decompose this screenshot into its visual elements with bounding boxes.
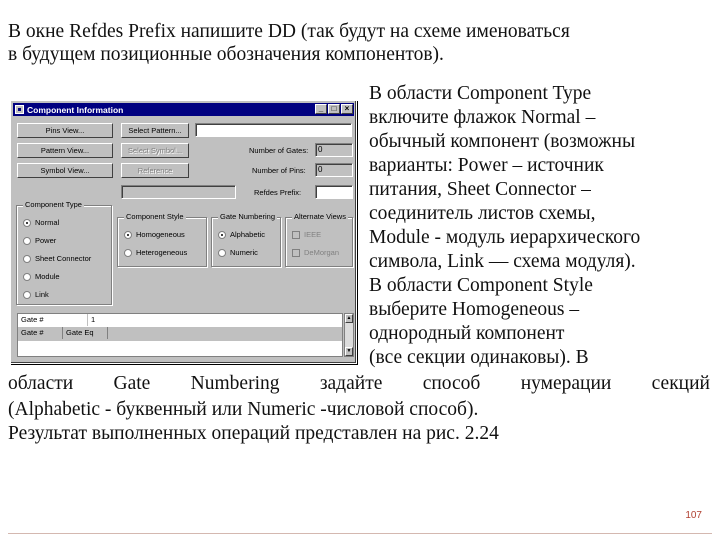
window-controls — [315, 104, 353, 114]
radio-icon — [23, 273, 31, 281]
type-power-option[interactable]: Power — [23, 236, 56, 246]
right-text-line-5: питания, Sheet Connector – — [369, 179, 591, 200]
radio-icon — [124, 249, 132, 257]
bottom-divider — [8, 533, 712, 534]
page-number: 107 — [685, 510, 702, 521]
type-link-option[interactable]: Link — [23, 290, 49, 300]
grid-cell: Gate # — [18, 314, 88, 326]
refdes-prefix-label: Refdes Prefix: — [254, 188, 302, 197]
grid-cell: 1 — [91, 315, 96, 324]
full-text-line-2: (Alphabetic - буквенный или Numeric -числовой способ). — [8, 399, 479, 420]
type-module-option[interactable]: Module — [23, 272, 60, 282]
component-information-dialog — [10, 100, 357, 364]
full-text-line-1: области Gate Numbering задайте способ нумерации секций — [8, 373, 710, 394]
grid-scrollbar[interactable] — [344, 313, 354, 357]
radio-icon — [23, 291, 31, 299]
view-demorgan-checkbox[interactable]: DeMorgan — [292, 248, 339, 258]
checkbox-icon — [292, 249, 300, 257]
grid-column-header[interactable]: Gate # — [18, 327, 63, 339]
pins-grid[interactable] — [17, 313, 343, 357]
number-of-pins-label: Number of Pins: — [252, 166, 306, 175]
numbering-alphabetic-option[interactable]: Alphabetic — [218, 230, 265, 240]
radio-icon — [124, 231, 132, 239]
right-text-line-3: обычный компонент (возможны — [369, 131, 636, 152]
radio-icon — [218, 249, 226, 257]
instruction-line-2: в будущем позиционные обозначения компонентов). — [8, 44, 444, 65]
gate-numbering-title: Gate Numbering — [220, 212, 276, 221]
right-text-line-2: включите флажок Normal – — [369, 107, 596, 128]
right-text-line-12: (все секции одинаковы). В — [369, 347, 589, 368]
checkbox-icon — [292, 231, 300, 239]
type-sheet-connector-option[interactable]: Sheet Connector — [23, 254, 91, 264]
maximize-button[interactable]: □ — [328, 104, 340, 114]
pattern-name-field[interactable] — [195, 123, 352, 137]
dialog-titlebar[interactable] — [13, 103, 354, 116]
scroll-up-icon[interactable]: ▲ — [346, 315, 352, 321]
radio-icon — [23, 255, 31, 263]
radio-icon — [218, 231, 226, 239]
number-of-gates-label: Number of Gates: — [249, 146, 309, 155]
gate-numbering-group — [211, 212, 281, 267]
close-button[interactable]: × — [341, 104, 353, 114]
app-icon — [15, 105, 24, 114]
pattern-view-button[interactable]: Pattern View... — [17, 143, 113, 158]
select-pattern-button[interactable]: Select Pattern... — [121, 123, 189, 138]
type-normal-option[interactable]: Normal — [23, 218, 59, 228]
right-text-line-10: выберите Homogeneous – — [369, 299, 580, 320]
component-type-title: Component Type — [25, 200, 82, 209]
scroll-down-icon[interactable]: ▼ — [346, 348, 352, 354]
alternate-views-group — [285, 212, 353, 267]
component-style-group — [117, 212, 207, 267]
full-text-line-3: Результат выполненных операций представлен на рис. 2.24 — [8, 423, 499, 444]
select-symbol-button[interactable]: Select Symbol... — [121, 143, 189, 158]
number-of-pins-field[interactable]: 0 — [315, 163, 353, 177]
radio-icon — [23, 237, 31, 245]
grid-column-row — [18, 327, 342, 341]
minimize-button[interactable]: _ — [315, 104, 327, 114]
component-name-field — [121, 185, 236, 199]
pins-view-button[interactable]: Pins View... — [17, 123, 113, 138]
symbol-view-button[interactable]: Symbol View... — [17, 163, 113, 178]
reference-button[interactable]: Reference — [121, 163, 189, 178]
right-text-line-6: соединитель листов схемы, — [369, 203, 596, 224]
right-text-line-9: В области Component Style — [369, 275, 593, 296]
instruction-line-1: В окне Refdes Prefix напишите DD (так будут на схеме именоваться — [8, 21, 570, 42]
right-text-line-8: символа, Link — схема модуля). — [369, 251, 636, 272]
component-type-group — [16, 200, 112, 305]
right-text-line-4: варианты: Power – источник — [369, 155, 604, 176]
style-homogeneous-option[interactable]: Homogeneous — [124, 230, 185, 240]
grid-column-header[interactable]: Gate Eq — [63, 327, 108, 339]
style-heterogeneous-option[interactable]: Heterogeneous — [124, 248, 187, 258]
dialog-title: Component Information — [27, 104, 124, 115]
refdes-prefix-field[interactable] — [315, 185, 353, 199]
component-style-title: Component Style — [126, 212, 184, 221]
right-text-line-11: однородный компонент — [369, 323, 565, 344]
right-text-line-1: В области Component Type — [369, 83, 592, 104]
right-text-line-7: Module - модуль иерархического — [369, 227, 641, 248]
radio-icon — [23, 219, 31, 227]
numbering-numeric-option[interactable]: Numeric — [218, 248, 258, 258]
number-of-gates-field[interactable]: 0 — [315, 143, 353, 157]
alternate-views-title: Alternate Views — [294, 212, 346, 221]
grid-header-row — [18, 314, 342, 328]
view-ieee-checkbox[interactable]: IEEE — [292, 230, 321, 240]
